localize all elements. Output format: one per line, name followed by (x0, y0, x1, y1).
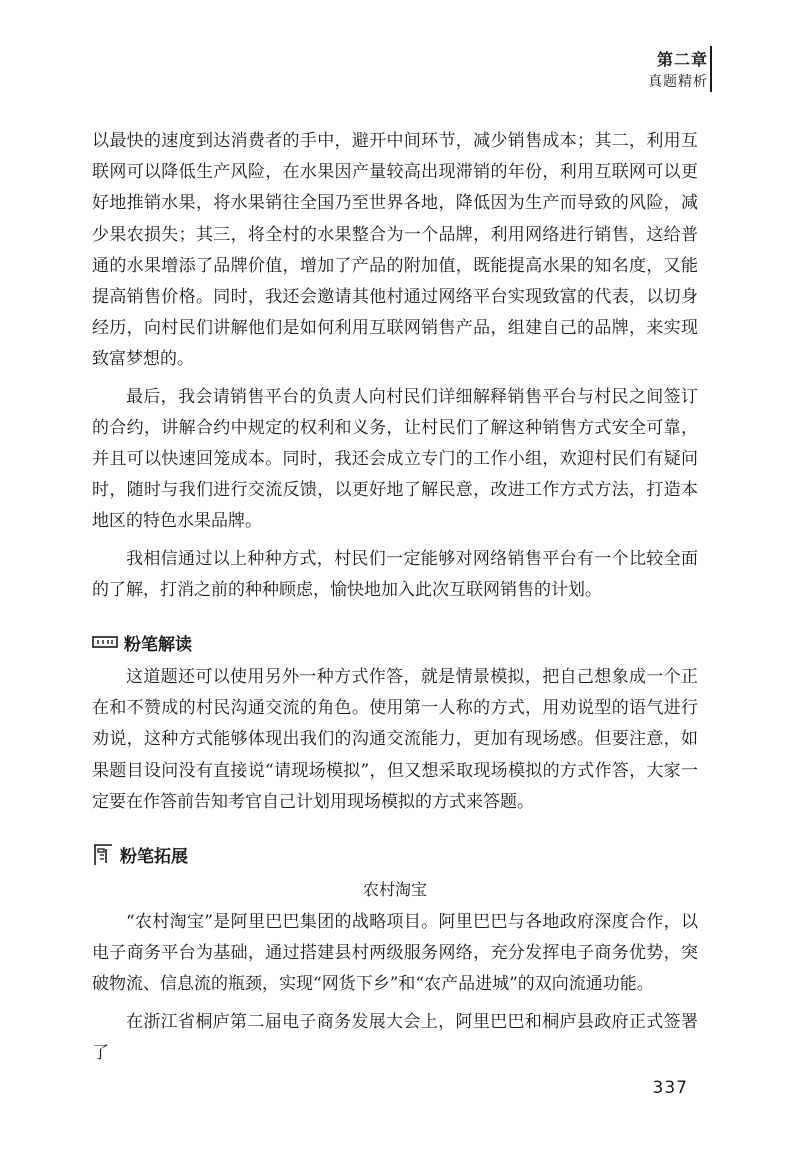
section-extend-title: 粉笔拓展 (120, 846, 188, 867)
section-extend-paragraph-1: “农村淘宝”是阿里巴巴集团的战略项目。阿里巴巴与各地政府深度合作，以电子商务平台为基础，通过搭建县村两级服务网络，充分发挥电子商务优势，突破物流、信息流的瓶颈，实现“网货下乡”和“农产品进城”的双向流通功能。 (92, 912, 698, 995)
section-extend-paragraph-2: 在浙江省桐庐第二届电子商务发展大会上，阿里巴巴和桐庐县政府正式签署了 (92, 1011, 698, 1063)
section-extend-heading (92, 838, 698, 870)
section-interpret-text: 这道题还可以使用另外一种方式作答，就是情景模拟，把自己想象成一个正在和不赞成的村民沟通交流的角色。使用第一人称的方式，用劝说型的语气进行劝说，这种方式能够体现出我们的沟通交流能力，更加有现场感。但要注意，如果题目设问没有直接说“请现场模拟”，但又想采取现场模拟的方式作答，大家一定要在作答前告知考官自己计划用现场模拟的方式来答题。 (92, 667, 698, 812)
paragraph-1: 以最快的速度到达消费者的手中，避开中间环节，减少销售成本；其二，利用互联网可以降低生产风险，在水果因产量较高出现滞销的年份，利用互联网可以更好地推销水果，将水果销往全国乃至世界各地，降低因为生产而导致的风险，减少果农损失；其三，将全村的水果整合为一个品牌，利用网络进行销售，这给普通的水果增添了品牌价值，增加了产品的附加值，既能提高水果的知名度，又能提高销售价格。同时，我还会邀请其他村通过网络平台实现致富的代表，以切身经历，向村民们讲解他们是如何利用互联网销售产品，组建自己的品牌，来实现致富梦想的。 (92, 131, 698, 370)
section-interpret-heading (92, 626, 698, 658)
running-header (648, 50, 708, 91)
chapter-label: 第二章 (656, 50, 708, 69)
speech-bubble-icon (92, 634, 118, 650)
book-extend-icon (92, 841, 114, 867)
paragraph-3: 我相信通过以上种种方式，村民们一定能够对网络销售平台有一个比较全面的了解，打消之前的种种顾虑，愉快地加入此次互联网销售的计划。 (92, 548, 698, 600)
page-number: 337 (652, 1078, 688, 1098)
header-divider (710, 46, 712, 92)
section-interpret-title: 粉笔解读 (124, 634, 192, 655)
chapter-subtitle: 真题精析 (648, 73, 708, 90)
paragraph-2: 最后，我会请销售平台的负责人向村民们详细解释销售平台与村民之间签订的合约，讲解合约中规定的权利和义务，让村民们了解这种销售方式安全可靠，并且可以快速回笼成本。同时，我还会成立专门的工作小组，欢迎村民们有疑问时，随时与我们进行交流反馈，以更好地了解民意，改进工作方式方法，打造本地区的特色水果品牌。 (92, 386, 698, 532)
main-text (92, 126, 698, 1069)
section-extend-subtitle: 农村淘宝 (362, 880, 427, 900)
